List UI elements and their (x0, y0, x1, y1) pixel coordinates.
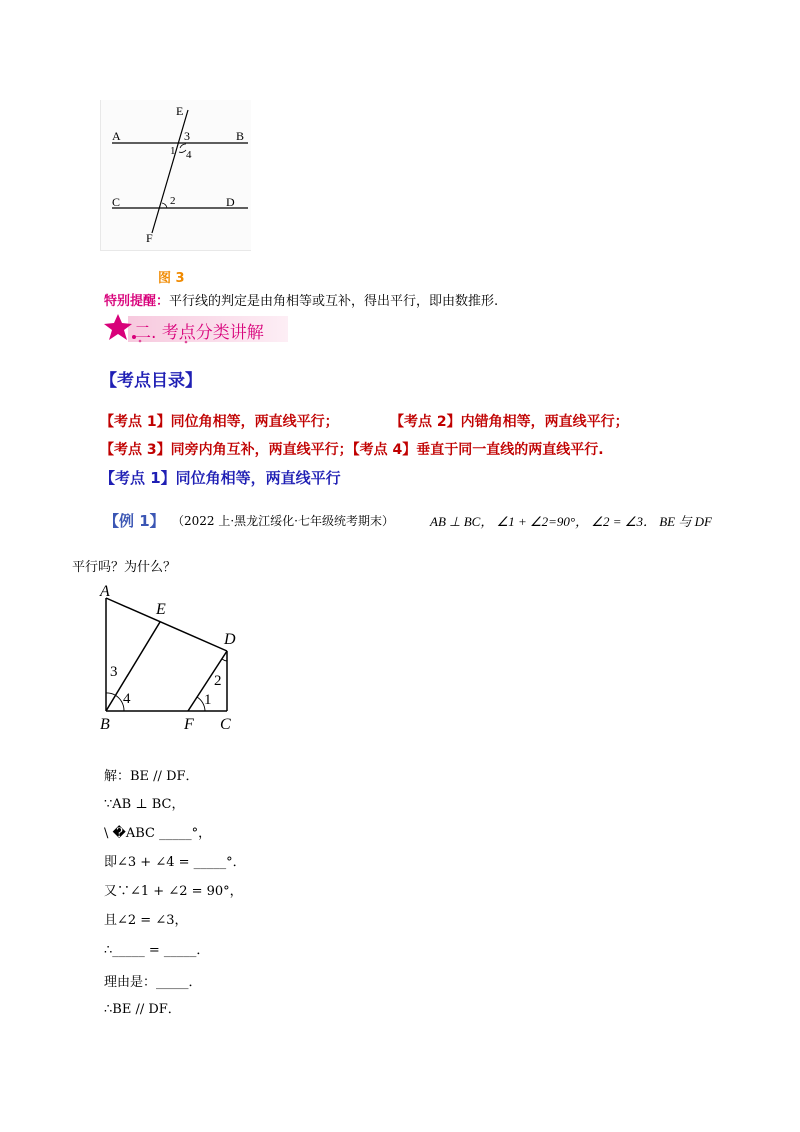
label-f: F (184, 716, 194, 732)
label-f: F (146, 231, 153, 245)
solution-line-8: 理由是：_____． (104, 975, 202, 990)
label-a: A (100, 583, 110, 600)
catalog-title: 【考点目录】 (100, 371, 202, 391)
label-3: 3 (184, 129, 190, 143)
arc-angle-2 (162, 203, 167, 208)
arc-angle-3 (106, 693, 115, 695)
solution-line-4: 即∠3 + ∠4 = _____°． (104, 855, 246, 870)
label-b: B (100, 716, 110, 732)
catalog-line-1a: 【考点 1】同位角相等，两直线平行； (100, 414, 339, 430)
label-3: 3 (110, 664, 118, 680)
figure-caption: 图 3 (158, 271, 185, 286)
label-1: 1 (170, 145, 176, 157)
label-e: E (176, 104, 184, 118)
label-b: B (236, 129, 245, 143)
example-question: 平行吗？为什么？ (72, 560, 177, 575)
catalog-line-2: 【考点 3】同旁内角互补，两直线平行；【考点 4】垂直于同一直线的两直线平行. (100, 442, 604, 458)
label-1: 1 (204, 692, 212, 708)
solution-line-2: ∵AB ⊥ BC， (104, 797, 185, 812)
label-d: D (226, 195, 235, 209)
tip-paragraph (104, 290, 498, 309)
tip-text: 平行线的判定是由角相等或互补，得出平行，即由数推形. (169, 294, 499, 309)
solution-line-6: 且∠2 = ∠3， (104, 913, 188, 928)
label-a: A (112, 129, 121, 143)
label-4: 4 (123, 691, 131, 707)
example-source: （2022 上·黑龙江绥化·七年级统考期末） (172, 514, 394, 528)
solution-line-7: ∴_____ = _____． (104, 943, 210, 958)
solution-line-5: 又∵∠1 + ∠2 = 90°， (104, 884, 243, 899)
example-label: 【例 1】 (104, 512, 165, 530)
figure-quadrilateral (96, 580, 246, 732)
segment-ad (106, 598, 227, 651)
solution-line-9: ∴BE // DF． (104, 1002, 181, 1017)
star-icon (104, 314, 132, 340)
arc-angle-4 (179, 150, 186, 152)
label-e: E (156, 601, 166, 618)
solution-line-1: 解：BE // DF． (104, 769, 199, 784)
label-c: C (112, 195, 121, 209)
arc-angle-1 (180, 144, 186, 148)
label-c: C (220, 716, 231, 732)
tip-label: 特别提醒： (104, 294, 170, 309)
point1-title: 【考点 1】同位角相等，两直线平行 (100, 469, 341, 487)
catalog-line-1b: 【考点 2】内错角相等，两直线平行； (390, 414, 629, 430)
example-condition: AB ⊥ BC， ∠1 + ∠2=90°， ∠2 = ∠3． BE 与 DF (430, 514, 712, 529)
label-2: 2 (214, 673, 222, 689)
label-2: 2 (170, 195, 176, 207)
label-d: D (224, 631, 236, 648)
label-4: 4 (186, 149, 192, 161)
transversal-ef (152, 110, 188, 233)
figure-parallel-lines (100, 100, 260, 250)
section-title: 二. 考点分类讲解 (134, 323, 264, 343)
solution-line-3: \ �ABC _____°， (104, 826, 212, 841)
